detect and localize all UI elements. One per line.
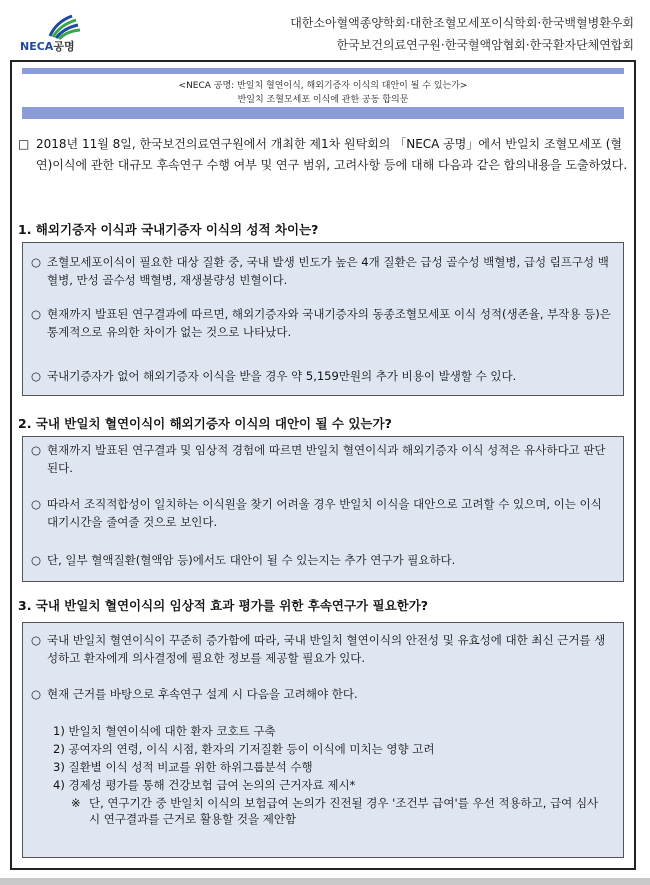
list-item-text: 국내기증자가 없어 해외기증자 이식을 받을 경우 약 5,159만원의 추가 비용이 발생할 수 있다. <box>47 369 517 383</box>
list-item <box>31 685 615 703</box>
sub-item-2: 2) 공여자의 연령, 이식 시점, 환자의 기저질환 등이 이식에 미치는 영향 고려 <box>53 742 435 756</box>
logo-text: NECA <box>20 40 54 53</box>
agreement-frame <box>10 60 636 870</box>
list-item <box>31 495 615 531</box>
section-3-box <box>22 622 624 858</box>
title-line-2: 반일치 조혈모세포 이식에 관한 공동 합의문 <box>237 95 409 105</box>
list-item <box>31 305 615 341</box>
sub-item-4: 4) 경제성 평가를 통해 건강보험 급여 논의의 근거자료 제시* <box>53 778 356 792</box>
footnote-text: 단, 연구기간 중 반일치 이식의 보험급여 논의가 진전될 경우 '조건부 급여'를 우선 적용하고, 급여 심사 시 연구결과를 근거로 활용할 것을 제안함 <box>89 796 599 826</box>
circle-bullet-icon: ○ <box>31 633 42 647</box>
section-2-heading: 2. 국내 반일치 혈연이식이 해외기증자 이식의 대안이 될 수 있는가? <box>18 416 392 431</box>
circle-bullet-icon: ○ <box>31 443 42 457</box>
list-item <box>31 631 615 667</box>
list-item-text: 현재 근거를 바탕으로 후속연구 설계 시 다음을 고려해야 한다. <box>47 687 358 701</box>
section-1-heading: 1. 해외기증자 이식과 국내기증자 이식의 성적 차이는? <box>18 222 319 237</box>
logo-suffix: 공명 <box>53 40 75 53</box>
list-item <box>31 551 615 569</box>
sub-item-3: 3) 질환별 이식 성적 비교를 위한 하위그룹분석 수행 <box>53 760 313 774</box>
circle-bullet-icon: ○ <box>31 255 42 269</box>
circle-bullet-icon: ○ <box>31 687 42 701</box>
title-line-1: <NECA 공명: 반일치 혈연이식, 해외기증자 이식의 대안이 될 수 있는가> <box>178 81 468 91</box>
circle-bullet-icon: ○ <box>31 307 42 321</box>
list-item-text: 따라서 조직적합성이 일치하는 이식원을 찾기 어려울 경우 반일치 이식을 대안으로 고려할 수 있으며, 이는 이식 대기시간을 줄여줄 것으로 보인다. <box>47 497 602 529</box>
list-item-text: 국내 반일치 혈연이식이 꾸준히 증가함에 따라, 국내 반일치 혈연이식의 안전성 및 유효성에 대한 최신 근거를 생성하고 환자에게 의사결정에 필요한 정보를 제공할 필요가 있다. <box>47 633 606 665</box>
section-1-box <box>22 242 624 396</box>
orgs-line-1: 대한소아혈액종양학회·대한조혈모세포이식학회·한국백혈병환우회 <box>290 16 634 30</box>
document-header <box>0 0 650 60</box>
circle-bullet-icon: ○ <box>31 369 42 383</box>
intro-paragraph <box>18 134 628 176</box>
footnote <box>71 795 611 827</box>
section-2-box <box>22 436 624 582</box>
list-item-text: 단, 일부 혈액질환(혈액암 등)에서도 대안이 될 수 있는지는 추가 연구가 필요하다. <box>47 553 456 567</box>
title-bar-top <box>22 68 624 74</box>
list-item <box>31 367 615 385</box>
page-bottom-edge <box>0 878 650 885</box>
list-item <box>31 253 615 289</box>
sub-item-1: 1) 반일치 혈연이식에 대한 환자 코호트 구축 <box>53 724 276 738</box>
circle-bullet-icon: ○ <box>31 553 42 567</box>
list-item-text: 현재까지 발표된 연구결과 및 임상적 경험에 따르면 반일치 혈연이식과 해외기증자 이식 성적은 유사하다고 판단된다. <box>47 443 606 475</box>
orgs-line-2: 한국보건의료연구원·한국혈액암협회·한국환자단체연합회 <box>336 38 634 52</box>
organizations <box>290 12 634 56</box>
circle-bullet-icon: ○ <box>31 497 42 511</box>
intro-text: 2018년 11월 8일, 한국보건의료연구원에서 개최한 제1차 원탁회의 「NECA 공명」에서 반일치 조혈모세포 (혈연)이식에 관한 대규모 후속연구 수행 여부 및 연구 범위, 고려사항 등에 대해 다음과 같은 합의내용을 도출하였다. <box>36 137 628 172</box>
logo-wordmark <box>20 38 75 54</box>
title-bar-bottom <box>22 107 624 119</box>
section-3-heading: 3. 국내 반일치 혈연이식의 임상적 효과 평가를 위한 후속연구가 필요한가? <box>18 598 429 613</box>
reference-mark-icon: ※ <box>71 796 81 810</box>
list-item-text: 조혈모세포이식이 필요한 대상 질환 중, 국내 발생 빈도가 높은 4개 질환은 급성 골수성 백혈병, 급성 림프구성 백혈병, 만성 골수성 백혈병, 재생불량성 빈혈이다. <box>47 255 609 287</box>
list-item <box>31 441 615 477</box>
list-item-text: 현재까지 발표된 연구결과에 따르면, 해외기증자와 국내기증자의 동종조혈모세포 이식 성적(생존율, 부작용 등)은 통계적으로 유의한 차이가 없는 것으로 나타났다. <box>47 307 611 339</box>
square-bullet-icon: □ <box>18 137 30 151</box>
